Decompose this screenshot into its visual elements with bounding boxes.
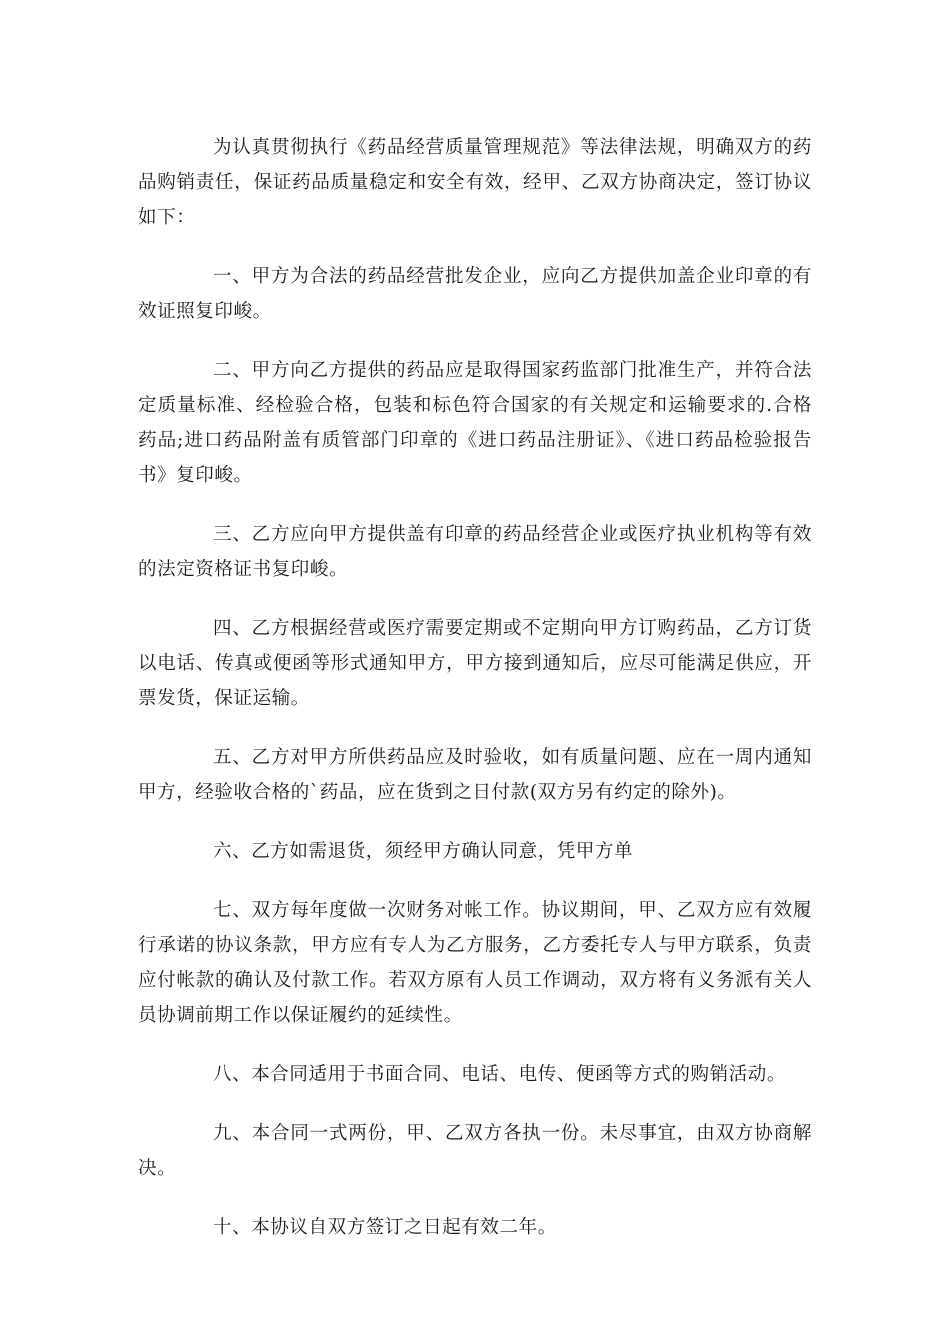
clause-8: 八、本合同适用于书面合同、电话、电传、便函等方式的购销活动。	[213, 1064, 787, 1085]
intro-paragraph: 为认真贯彻执行《药品经营质量管理规范》等法律法规，明确双方的药品购销责任，保证药品质量稳定和安全有效，经甲、乙双方协商决定，签订协议如下：	[138, 137, 812, 228]
clause-10: 十、本协议自双方签订之日起有效二年。	[213, 1217, 557, 1238]
clause-1: 一、甲方为合法的药品经营批发企业，应向乙方提供加盖企业印章的有效证照复印峻。	[138, 266, 812, 322]
clause-5: 五、乙方对甲方所供药品应及时验收，如有质量问题、应在一周内通知甲方，经验收合格的`药品，应在货到之日付款(双方另有约定的除外)。	[138, 747, 812, 803]
clause-3: 三、乙方应向甲方提供盖有印章的药品经营企业或医疗执业机构等有效的法定资格证书复印峻。	[138, 524, 812, 580]
clause-7: 七、双方每年度做一次财务对帐工作。协议期间，甲、乙双方应有效履行承诺的协议条款，甲方应有专人为乙方服务，乙方委托专人与甲方联系，负责应付帐款的确认及付款工作。若双方原有人员工作调动，双方将有义务派有关人员协调前期工作以保证履约的延续性。	[138, 900, 812, 1026]
clause-6: 六、乙方如需退货，须经甲方确认同意，凭甲方单	[213, 841, 634, 862]
document-body	[138, 130, 812, 1269]
clause-4: 四、乙方根据经营或医疗需要定期或不定期向甲方订购药品，乙方订货以电话、传真或便函等形式通知甲方，甲方接到通知后，应尽可能满足供应，开票发货，保证运输。	[138, 618, 812, 709]
clause-9: 九、本合同一式两份，甲、乙双方各执一份。未尽事宜，由双方协商解决。	[138, 1123, 812, 1179]
clause-2: 二、甲方向乙方提供的药品应是取得国家药监部门批准生产，并符合法定质量标准、经检验合格，包装和标色符合国家的有关规定和运输要求的.合格药品;进口药品附盖有质管部门印章的《进口药品注册证》、《进口药品检验报告书》复印峻。	[138, 360, 812, 486]
